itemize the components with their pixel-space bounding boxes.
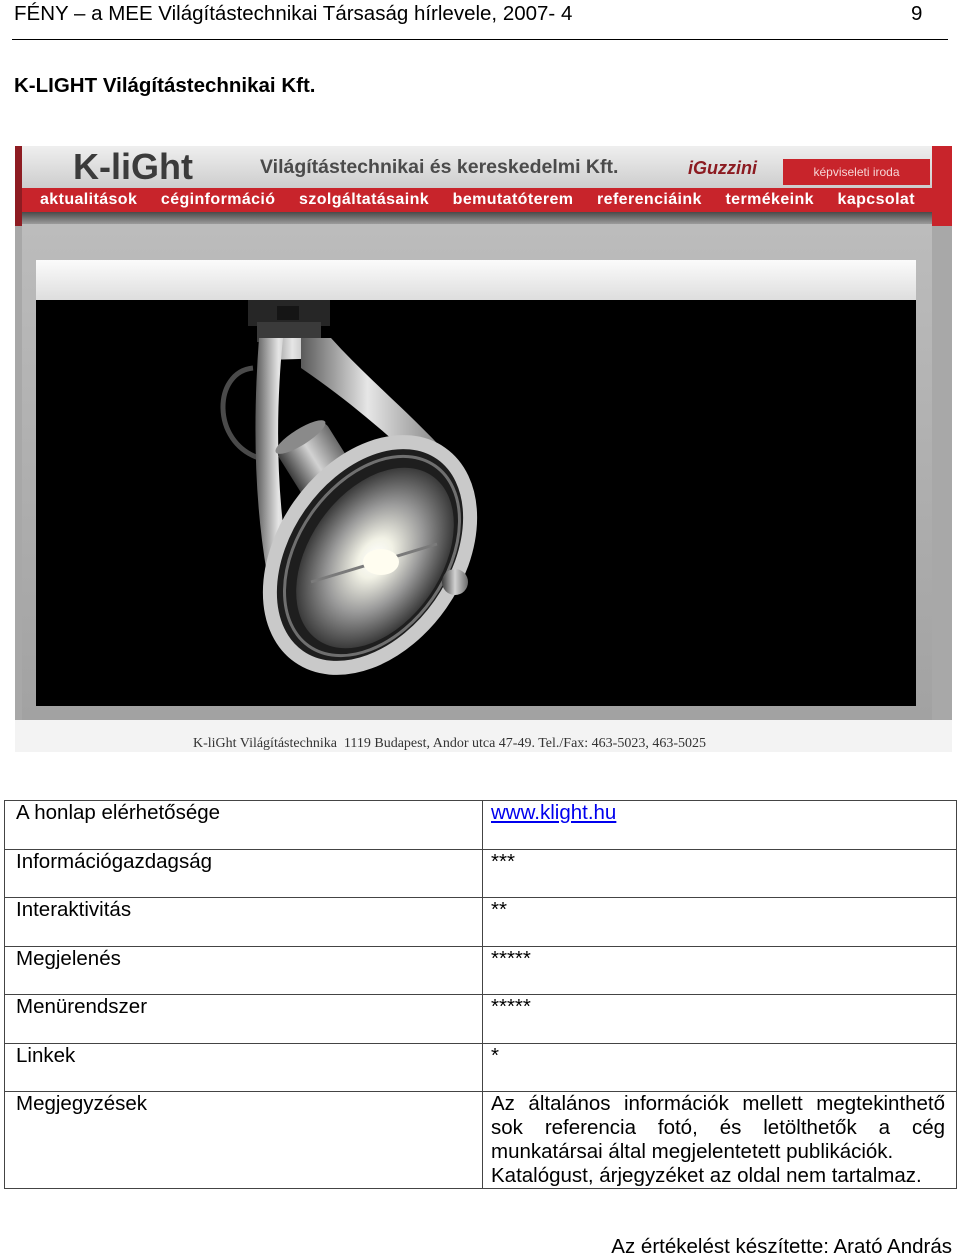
criterion-label: Menürendszer: [5, 995, 483, 1044]
site-tagline: Világítástechnikai és kereskedelmi Kft.: [260, 156, 619, 178]
site-logo: K-liGht: [73, 146, 193, 187]
criterion-rating: ***: [483, 849, 957, 898]
criterion-rating: *****: [483, 995, 957, 1044]
criterion-rating: *****: [483, 946, 957, 995]
criterion-value: [483, 801, 957, 850]
criterion-label: Linkek: [5, 1043, 483, 1092]
site-nav-item: kapcsolat: [837, 191, 915, 208]
criterion-label: Megjelenés: [5, 946, 483, 995]
site-nav-item: referenciáink: [597, 191, 702, 208]
comments-paragraph: Az általános információk mellett megtekinthető sok referencia fotó, és letölthetők a cég munkatársai által megjelentetett publikációk.: [491, 1092, 945, 1163]
header-rule: [12, 39, 948, 40]
site-nav-item: szolgáltatásaink: [299, 191, 430, 208]
site-nav-item: bemutatóterem: [452, 191, 574, 208]
lamp-tilt-knob: [442, 569, 468, 595]
partner-logo: iGuzzini: [688, 158, 757, 178]
site-nav-item: aktualitások: [40, 191, 138, 208]
table-row: [5, 995, 957, 1044]
site-nav-item: céginformáció: [160, 191, 276, 208]
criterion-rating: *: [483, 1043, 957, 1092]
lamp-cable: [223, 368, 259, 458]
comments-cell: [483, 1092, 957, 1189]
evaluation-table: [4, 800, 957, 1189]
website-link[interactable]: www.klight.hu: [491, 801, 617, 824]
author-credit: Az értékelést készítette: Arató András: [611, 1235, 952, 1258]
criterion-label: Interaktivitás: [5, 898, 483, 947]
criterion-rating: **: [483, 898, 957, 947]
newsletter-title: FÉNY – a MEE Világítástechnikai Társaság hírlevele, 2007- 4: [14, 2, 573, 25]
site-nav-item: termékeink: [725, 191, 814, 208]
table-row: [5, 1043, 957, 1092]
table-row: [5, 898, 957, 947]
criterion-label: Információgazdagság: [5, 849, 483, 898]
table-row: [5, 946, 957, 995]
website-screenshot: [15, 146, 952, 752]
spotlight-illustration: [15, 146, 952, 752]
criterion-label: A honlap elérhetősége: [5, 801, 483, 850]
page-number: 9: [911, 2, 923, 25]
table-row-comments: [5, 1092, 957, 1189]
table-row: [5, 849, 957, 898]
lamp-bulb: [363, 549, 399, 575]
table-row: [5, 801, 957, 850]
comments-label: Megjegyzések: [5, 1092, 483, 1189]
section-title: K-LIGHT Világítástechnikai Kft.: [14, 74, 316, 97]
lamp-adapter-clip: [277, 306, 299, 320]
site-footer-address: K-liGht Világítástechnika 1119 Budapest, Andor utca 47-49. Tel./Fax: 463-5023, 463-5025: [193, 736, 706, 751]
comments-paragraph: Katalógust, árjegyzéket az oldal nem tartalmaz.: [491, 1164, 922, 1187]
partner-badge: képviseleti iroda: [783, 159, 930, 185]
